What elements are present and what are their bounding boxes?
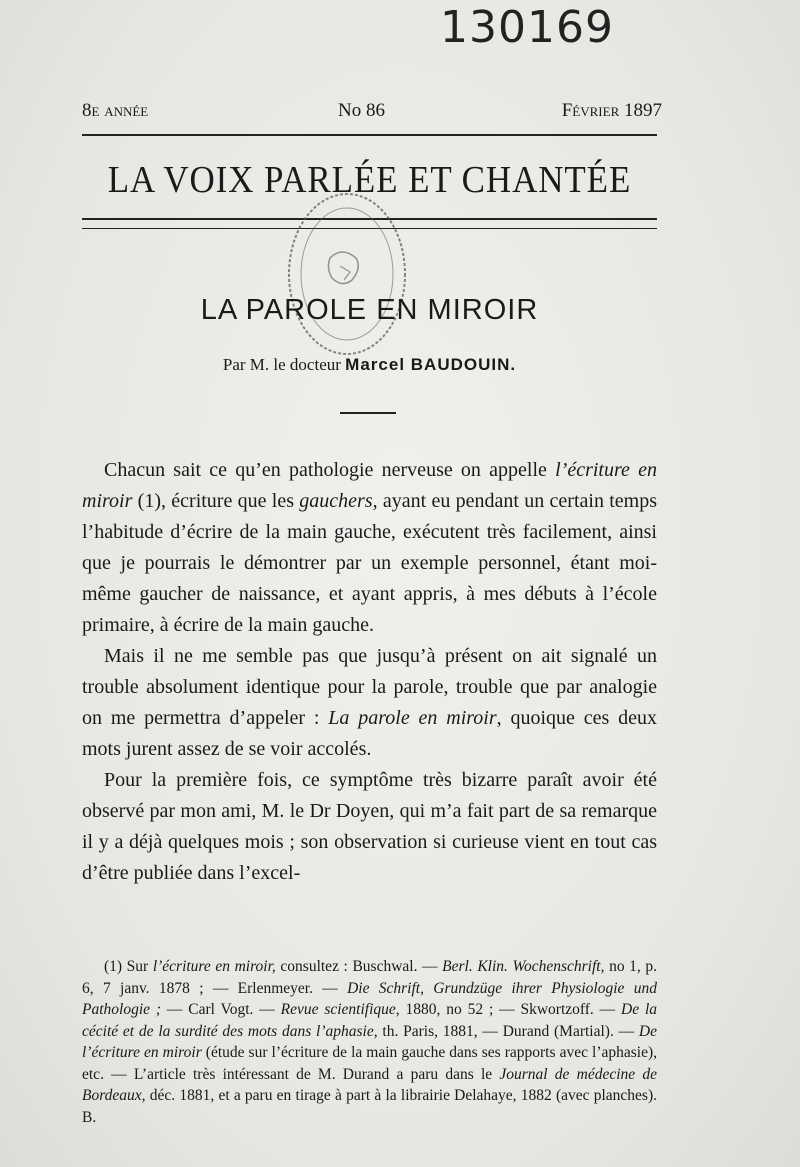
library-stamp — [282, 188, 412, 360]
header-year: 8e année — [82, 100, 149, 121]
section-divider — [340, 412, 396, 414]
header-issue: No 86 — [338, 100, 385, 121]
byline — [82, 355, 657, 375]
paragraph-2: Mais il ne me semble pas que jusqu’à présent on ait signalé un trouble absolument identique pour la parole, trouble que par analogie on me permettra d’appeler : La parole en miroir, quoique ces deux mots jurent assez de se voir accolés. — [82, 645, 657, 760]
header-rule — [82, 134, 657, 136]
byline-prefix: Par M. le docteur — [222, 355, 346, 374]
footnote-1: (1) Sur l’écriture en miroir, consultez : Buschwal. — Berl. Klin. Wochenschrift, no 1, p. 6, 7 janv. 1878 ; — Erlenmeyer. — Die Schrift, Grundzüge ihrer Physiologie und Pathologie ; — Carl Vogt. — Revue scientifique, 1880, no 52 ; — Skwortzoff. — De la cécité et de la surdité des mots dans l’aphasie, th. Paris, 1881, — Durand (Martial). — De l’écriture en miroir (étude sur l’écriture de la main gauche dans ses rapports avec l’aphasie), etc. — L’article très intéressant de M. Durand a paru dans le Journal de médecine de Bordeaux, déc. 1881, et a paru en tirage à part à la librairie Delahaye, 1882 (avec planches). B. — [82, 958, 658, 1126]
header-date: Février 1897 — [561, 100, 662, 121]
article-body — [82, 455, 657, 889]
footnote — [82, 956, 657, 1128]
archive-number: 130169 — [440, 2, 614, 53]
journal-title: LA VOIX PARLÉE ET CHANTÉE — [107, 159, 632, 201]
author-name: Marcel BAUDOUIN. — [345, 355, 517, 374]
paragraph-3: Pour la première fois, ce symptôme très bizarre paraît avoir été observé par mon ami, M. le Dr Doyen, qui m’a fait part de sa remarque il y a déjà quelques mois ; son observation si curieuse vient en tout cas d’être publiée dans l’excel- — [82, 769, 657, 884]
article-title: LA PAROLE EN MIROIR — [200, 294, 539, 326]
paragraph-1: Chacun sait ce qu’en pathologie nerveuse on appelle l’écriture en miroir (1), écriture que les gauchers, ayant eu pendant un certain temps l’habitude d’écrire de la main gauche, exécutent très facilement, ainsi que je pourrais le démontrer par un exemple personnel, étant moi-même gaucher de naissance, et ayant appris, à mes débuts à l’école primaire, à écrire de la main gauche. — [82, 459, 657, 636]
issue-header — [82, 100, 662, 130]
